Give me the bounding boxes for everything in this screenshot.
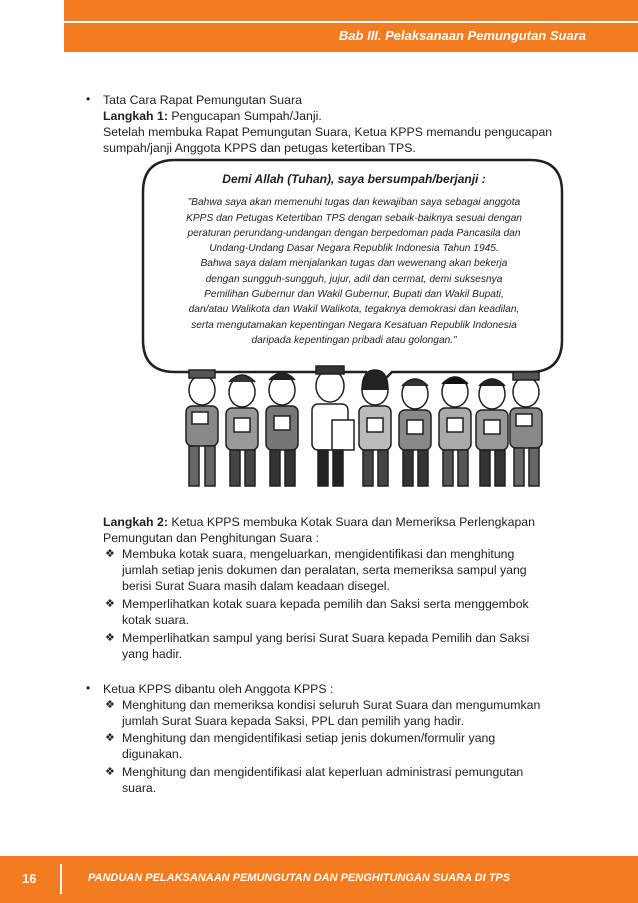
figure-kpps-4: [359, 370, 391, 486]
step1-label: Langkah 1:: [103, 109, 168, 123]
list-item-line: Membuka kotak suara, mengeluarkan, mengidentifikasi dan menghitung: [122, 547, 515, 561]
list-item-line: Menghitung dan memeriksa kondisi seluruh Surat Suara dan mengumumkan: [122, 698, 541, 712]
oath-text: [150, 172, 558, 348]
footer-title: PANDUAN PELAKSANAAN PEMUNGUTAN DAN PENGHITUNGAN SUARA DI TPS: [88, 872, 511, 884]
list-item: [122, 764, 587, 796]
list-item: [122, 596, 587, 628]
list-item: [122, 546, 587, 594]
kpps-officers-illustration: [170, 360, 550, 495]
oath-heading: Demi Allah (Tuhan), saya bersumpah/berjanji :: [222, 172, 486, 186]
diamond-bullet-icon: ❖: [105, 548, 115, 560]
list-item: [122, 697, 587, 729]
step1-text: Pengucapan Sumpah/Janji.: [167, 109, 322, 123]
list-item-line: yang hadir.: [122, 647, 183, 661]
figure-guard-right: [510, 372, 542, 486]
oath-line: Pemilihan Gubernur dan Wakil Gubernur, Bupati dan Wakil Bupati,: [204, 289, 504, 301]
diamond-bullet-icon: ❖: [105, 732, 115, 744]
list-item-line: digunakan.: [122, 747, 183, 761]
oath-line: Undang-Undang Dasar Negara Republik Indonesia Tahun 1945.: [209, 243, 499, 255]
oath-line: peraturan perundang-undangan dengan berpedoman pada Pancasila dan: [187, 227, 521, 239]
step2-line2: Pemungutan dan Penghitungan Suara :: [103, 531, 320, 545]
oath-line: KPPS dan Petugas Ketertiban TPS dengan sebaik-baiknya sesuai dengan: [186, 212, 522, 224]
section-title-tata-cara: Tata Cara Rapat Pemungutan Suara: [103, 93, 302, 107]
figure-kpps-chair: [312, 366, 354, 486]
figure-kpps-6: [439, 377, 471, 486]
figure-kpps-7: [476, 379, 508, 486]
bullet-icon: •: [86, 681, 91, 695]
footer-divider: [60, 864, 62, 894]
oath-line: serta mengutamakan kepentingan Negara Kesatuan Republik Indonesia: [191, 319, 517, 331]
diamond-bullet-icon: ❖: [105, 699, 115, 711]
oath-line: dan/atau Walikota dan Wakil Walikota, tegaknya demokrasi dan keadilan,: [188, 304, 520, 316]
step2-text: Ketua KPPS membuka Kotak Suara dan Memeriksa Perlengkapan: [167, 515, 535, 529]
step1-desc-line1: Setelah membuka Rapat Pemungutan Suara, Ketua KPPS memandu pengucapan: [103, 125, 553, 139]
page-number: 16: [22, 871, 37, 886]
list-item-line: Menghitung dan mengidentifikasi alat keperluan administrasi pemungutan: [122, 765, 524, 779]
list-item-line: berisi Surat Suara masih dalam keadaan disegel.: [122, 579, 390, 593]
oath-line: daripada kepentingan pribadi atau golongan.”: [251, 334, 457, 346]
bullet-icon: •: [86, 92, 91, 106]
oath-line: ”Bahwa saya akan memenuhi tugas dan kewajiban saya sebagai anggota: [187, 197, 521, 209]
figure-kpps-5: [399, 379, 431, 486]
figure-kpps-3: [266, 373, 298, 486]
diamond-bullet-icon: ❖: [105, 632, 115, 644]
list-item-line: suara.: [122, 781, 157, 795]
step2-label: Langkah 2:: [103, 515, 168, 529]
step1-desc-line2: sumpah/janji Anggota KPPS dan petugas ketertiban TPS.: [103, 141, 416, 155]
diamond-bullet-icon: ❖: [105, 598, 115, 610]
list-item-line: kotak suara.: [122, 613, 189, 627]
oath-line: Bahwa saya dalam menjalankan tugas dan wewenang akan bekerja: [200, 258, 508, 270]
figure-guard-left: [186, 370, 218, 486]
section-title-ketua: Ketua KPPS dibantu oleh Anggota KPPS :: [103, 682, 334, 696]
list-item: [122, 630, 587, 662]
list-item: [122, 730, 587, 762]
list-item-line: jumlah Surat Suara kepada Saksi, PPL dan pemilih yang hadir.: [122, 714, 465, 728]
list-item-line: jumlah setiap jenis dokumen dan peralatan, serta memeriksa sampul yang: [122, 563, 527, 577]
diamond-bullet-icon: ❖: [105, 766, 115, 778]
list-item-line: Menghitung dan mengidentifikasi setiap jenis dokumen/formulir yang: [122, 731, 496, 745]
oath-line: dengan sungguh-sungguh, jujur, adil dan cermat, demi suksesnya: [205, 273, 503, 285]
step2-line1: [103, 514, 587, 530]
list-item-line: Memperlihatkan sampul yang berisi Surat Suara kepada Pemilih dan Saksi: [122, 631, 530, 645]
figure-kpps-2: [226, 375, 258, 486]
chapter-title: Bab III. Pelaksanaan Pemungutan Suara: [338, 28, 586, 43]
list-item-line: Memperlihatkan kotak suara kepada pemilih dan Saksi serta menggembok: [122, 597, 529, 611]
